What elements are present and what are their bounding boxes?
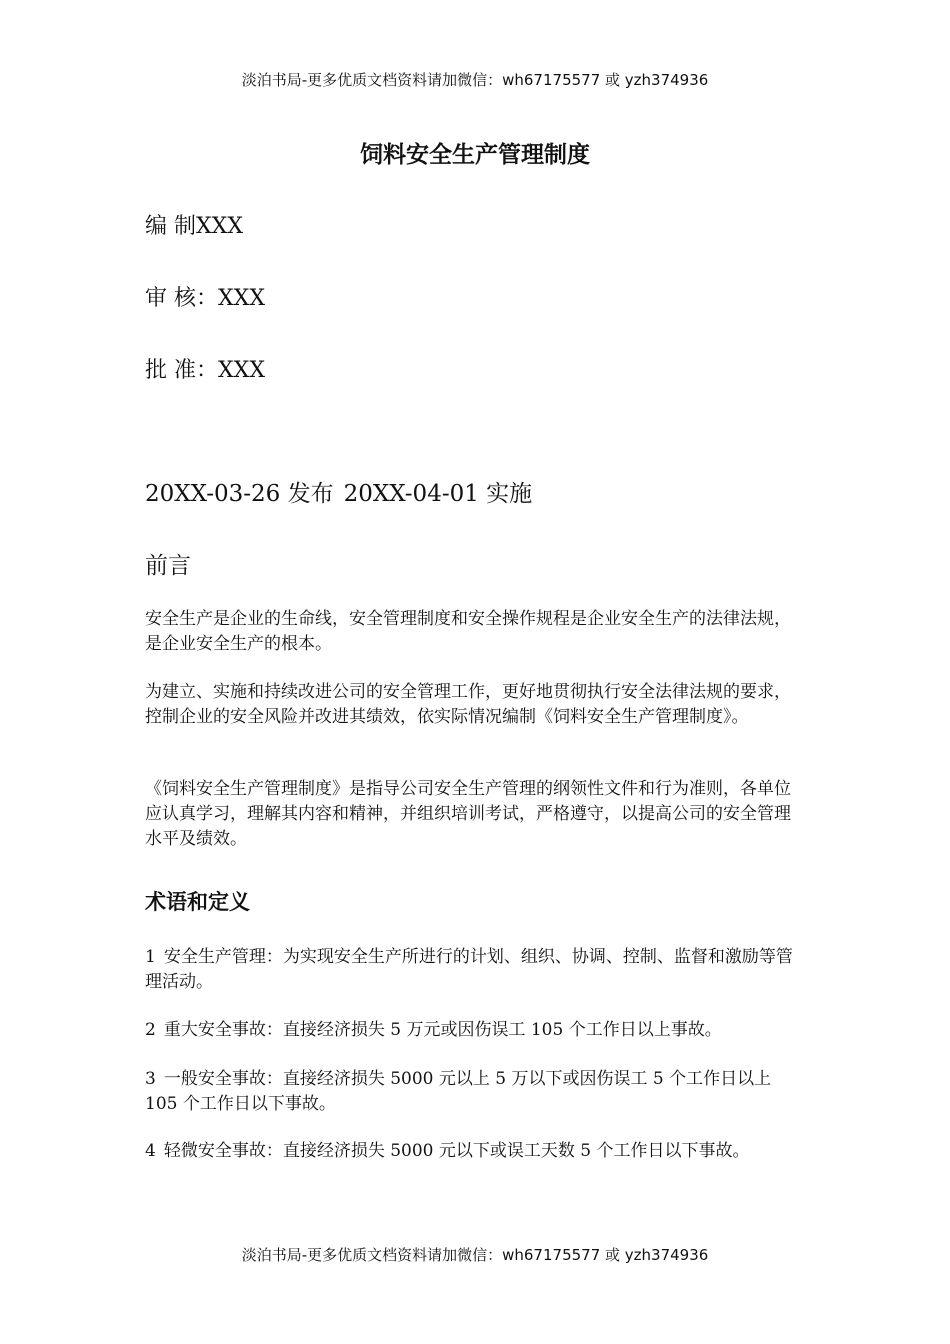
approver-line xyxy=(145,353,265,384)
reviewer-value: XXX xyxy=(218,286,265,311)
publish-date: 20XX-03-26 发布 xyxy=(145,481,334,507)
reviewer-label: 审 核： xyxy=(145,286,218,311)
term-item xyxy=(145,1139,805,1164)
term-text: 轻微安全事故：直接经济损失 5000 元以下或误工天数 5 个工作日以下事故。 xyxy=(163,1141,750,1161)
terms-heading: 术语和定义 xyxy=(145,890,250,914)
term-item xyxy=(145,1067,805,1117)
term-number: 1 xyxy=(145,947,156,967)
approver-label: 批 准： xyxy=(145,358,218,383)
compiler-line xyxy=(145,209,243,240)
preface-paragraph: 为建立、实施和持续改进公司的安全管理工作，更好地贯彻执行安全法律法规的要求，控制企业的安全风险并改进其绩效，依实际情况编制《饲料安全生产管理制度》。 xyxy=(145,682,791,727)
compiler-value: XXX xyxy=(196,214,243,239)
footer-banner: 淡泊书局-更多优质文档资料请加微信：wh67175577 或 yzh374936 xyxy=(241,1246,709,1264)
reviewer-line xyxy=(145,281,265,312)
preface-heading: 前言 xyxy=(145,553,191,579)
approver-value: XXX xyxy=(218,358,265,383)
term-number: 4 xyxy=(145,1141,156,1161)
preface-paragraph: 《饲料安全生产管理制度》是指导公司安全生产管理的纲领性文件和行为准则，各单位应认真学习，理解其内容和精神，并组织培训考试，严格遵守，以提高公司的安全管理水平及绩效。 xyxy=(145,779,791,849)
term-text: 重大安全事故：直接经济损失 5 万元或因伤误工 105 个工作日以上事故。 xyxy=(163,1020,722,1040)
term-number: 2 xyxy=(145,1020,156,1040)
term-item xyxy=(145,945,805,995)
implement-date: 20XX-04-01 实施 xyxy=(343,481,533,507)
header-banner: 淡泊书局-更多优质文档资料请加微信：wh67175577 或 yzh374936 xyxy=(241,71,709,89)
term-text: 一般安全事故：直接经济损失 5000 元以上 5 万以下或因伤误工 5 个工作日以上 105 个工作日以下事故。 xyxy=(145,1069,772,1114)
preface-paragraph: 安全生产是企业的生命线，安全管理制度和安全操作规程是企业安全生产的法律法规，是企业安全生产的根本。 xyxy=(145,609,791,654)
term-text: 安全生产管理：为实现安全生产所进行的计划、组织、协调、控制、监督和激励等管理活动。 xyxy=(145,947,793,992)
term-number: 3 xyxy=(145,1069,156,1089)
dates-line xyxy=(145,475,532,508)
compiler-label: 编 制 xyxy=(145,214,196,239)
term-item xyxy=(145,1018,805,1043)
document-title: 饲料安全生产管理制度 xyxy=(360,142,590,168)
